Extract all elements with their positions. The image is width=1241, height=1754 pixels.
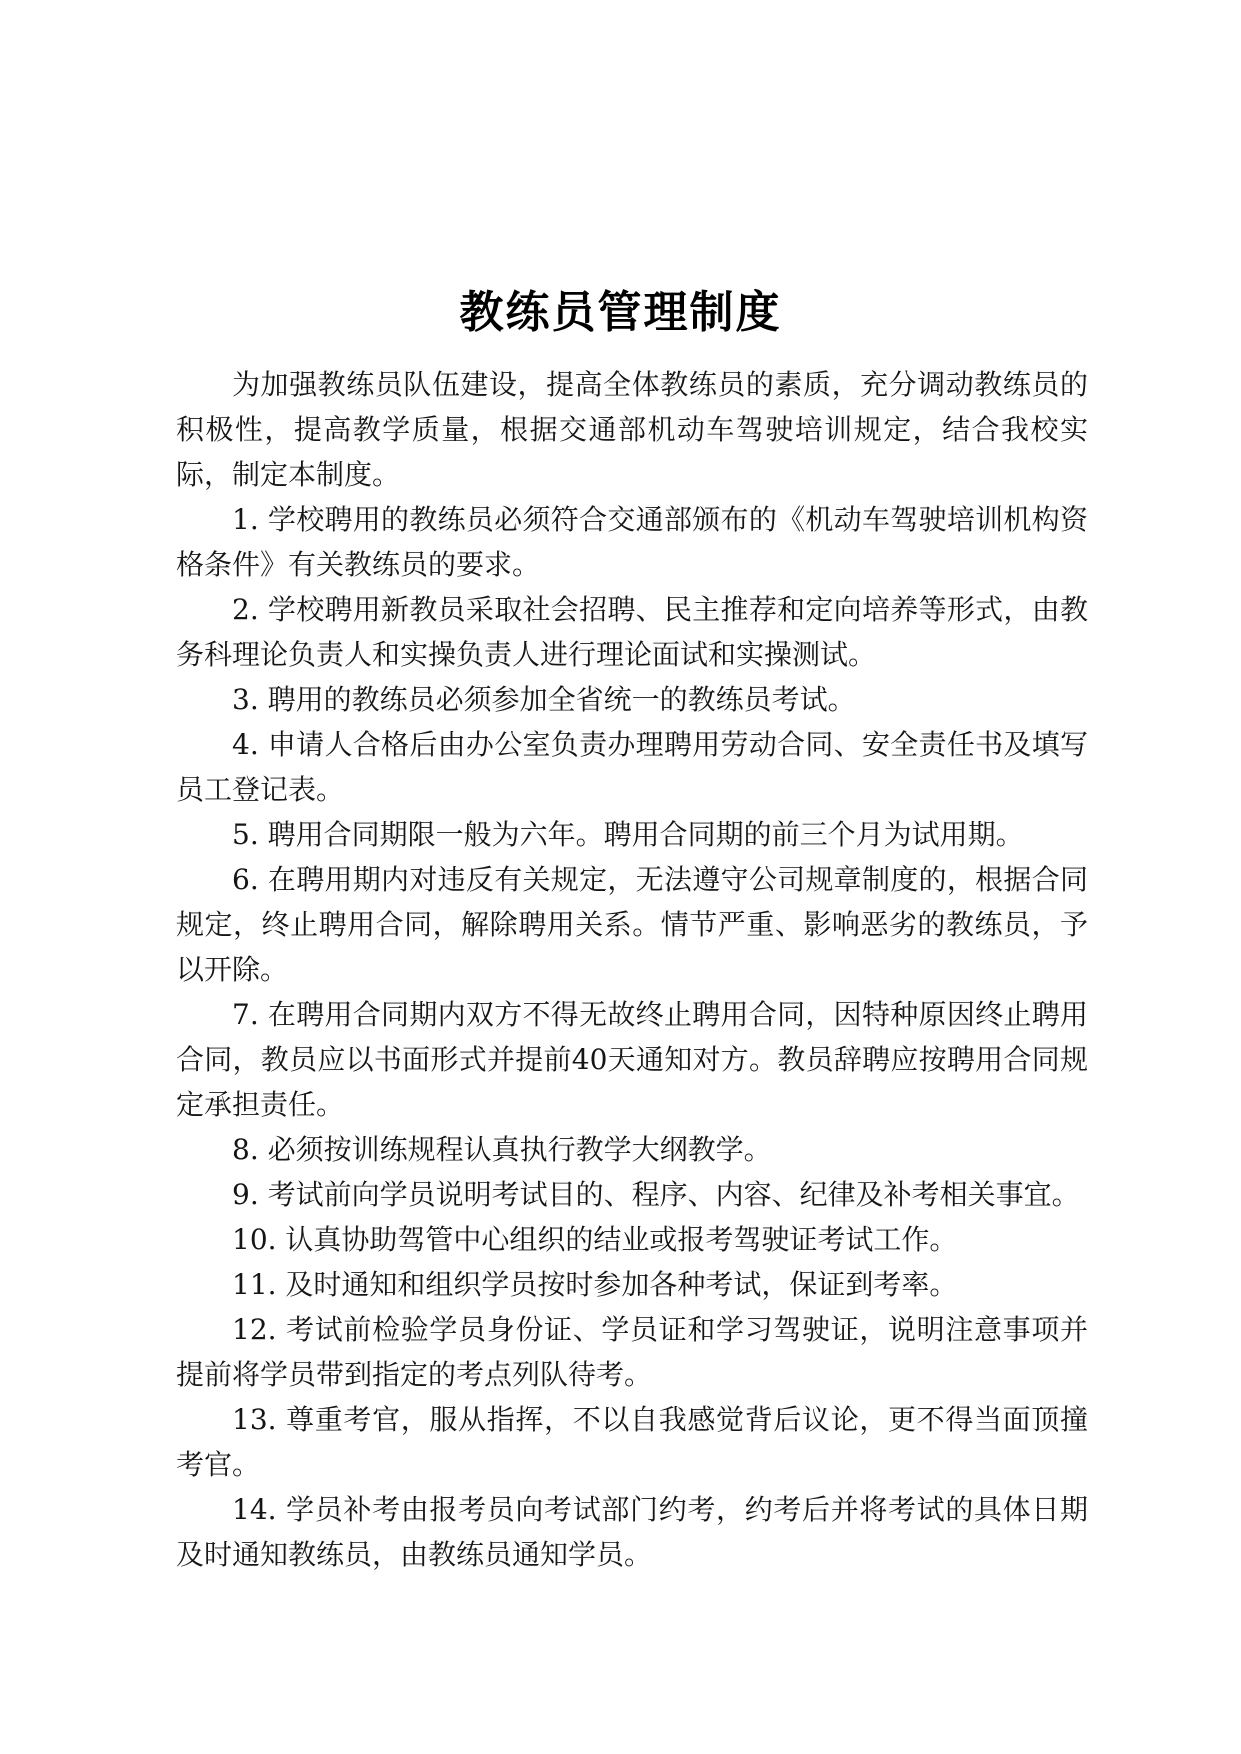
rule-item-9: 9. 考试前向学员说明考试目的、程序、内容、纪律及补考相关事宜。 [232, 1178, 1080, 1211]
rule-item-2: 2. 学校聘用新教员采取社会招聘、民主推荐和定向培养等形式，由教务科理论负责人和实操负责人进行理论面试和实操测试。 [176, 593, 1088, 671]
document-body [176, 362, 1088, 1577]
rule-item-5: 5. 聘用合同期限一般为六年。聘用合同期的前三个月为试用期。 [232, 818, 1024, 851]
rule-item-8: 8. 必须按训练规程认真执行教学大纲教学。 [232, 1133, 772, 1166]
rule-item-11: 11. 及时通知和组织学员按时参加各种考试，保证到考率。 [232, 1268, 958, 1301]
rule-item-1: 1. 学校聘用的教练员必须符合交通部颁布的《机动车驾驶培训机构资格条件》有关教练员的要求。 [176, 503, 1088, 581]
rule-item-12: 12. 考试前检验学员身份证、学员证和学习驾驶证，说明注意事项并提前将学员带到指定的考点列队待考。 [176, 1313, 1088, 1391]
rule-item-6: 6. 在聘用期内对违反有关规定，无法遵守公司规章制度的，根据合同规定，终止聘用合同，解除聘用关系。情节严重、影响恶劣的教练员，予以开除。 [176, 863, 1088, 986]
rule-item-3: 3. 聘用的教练员必须参加全省统一的教练员考试。 [232, 683, 856, 716]
document-title: 教练员管理制度 [459, 287, 782, 338]
intro-paragraph: 为加强教练员队伍建设，提高全体教练员的素质，充分调动教练员的积极性，提高教学质量，根据交通部机动车驾驶培训规定，结合我校实际，制定本制度。 [176, 368, 1088, 491]
rule-item-13: 13. 尊重考官，服从指挥，不以自我感觉背后议论，更不得当面顶撞考官。 [176, 1403, 1088, 1481]
rule-item-7: 7. 在聘用合同期内双方不得无故终止聘用合同，因特种原因终止聘用合同，教员应以书面形式并提前40天通知对方。教员辞聘应按聘用合同规定承担责任。 [176, 998, 1088, 1121]
rule-item-14: 14. 学员补考由报考员向考试部门约考，约考后并将考试的具体日期及时通知教练员，由教练员通知学员。 [176, 1493, 1088, 1571]
rule-item-10: 10. 认真协助驾管中心组织的结业或报考驾驶证考试工作。 [232, 1223, 958, 1256]
rule-item-4: 4. 申请人合格后由办公室负责办理聘用劳动合同、安全责任书及填写员工登记表。 [176, 728, 1088, 806]
